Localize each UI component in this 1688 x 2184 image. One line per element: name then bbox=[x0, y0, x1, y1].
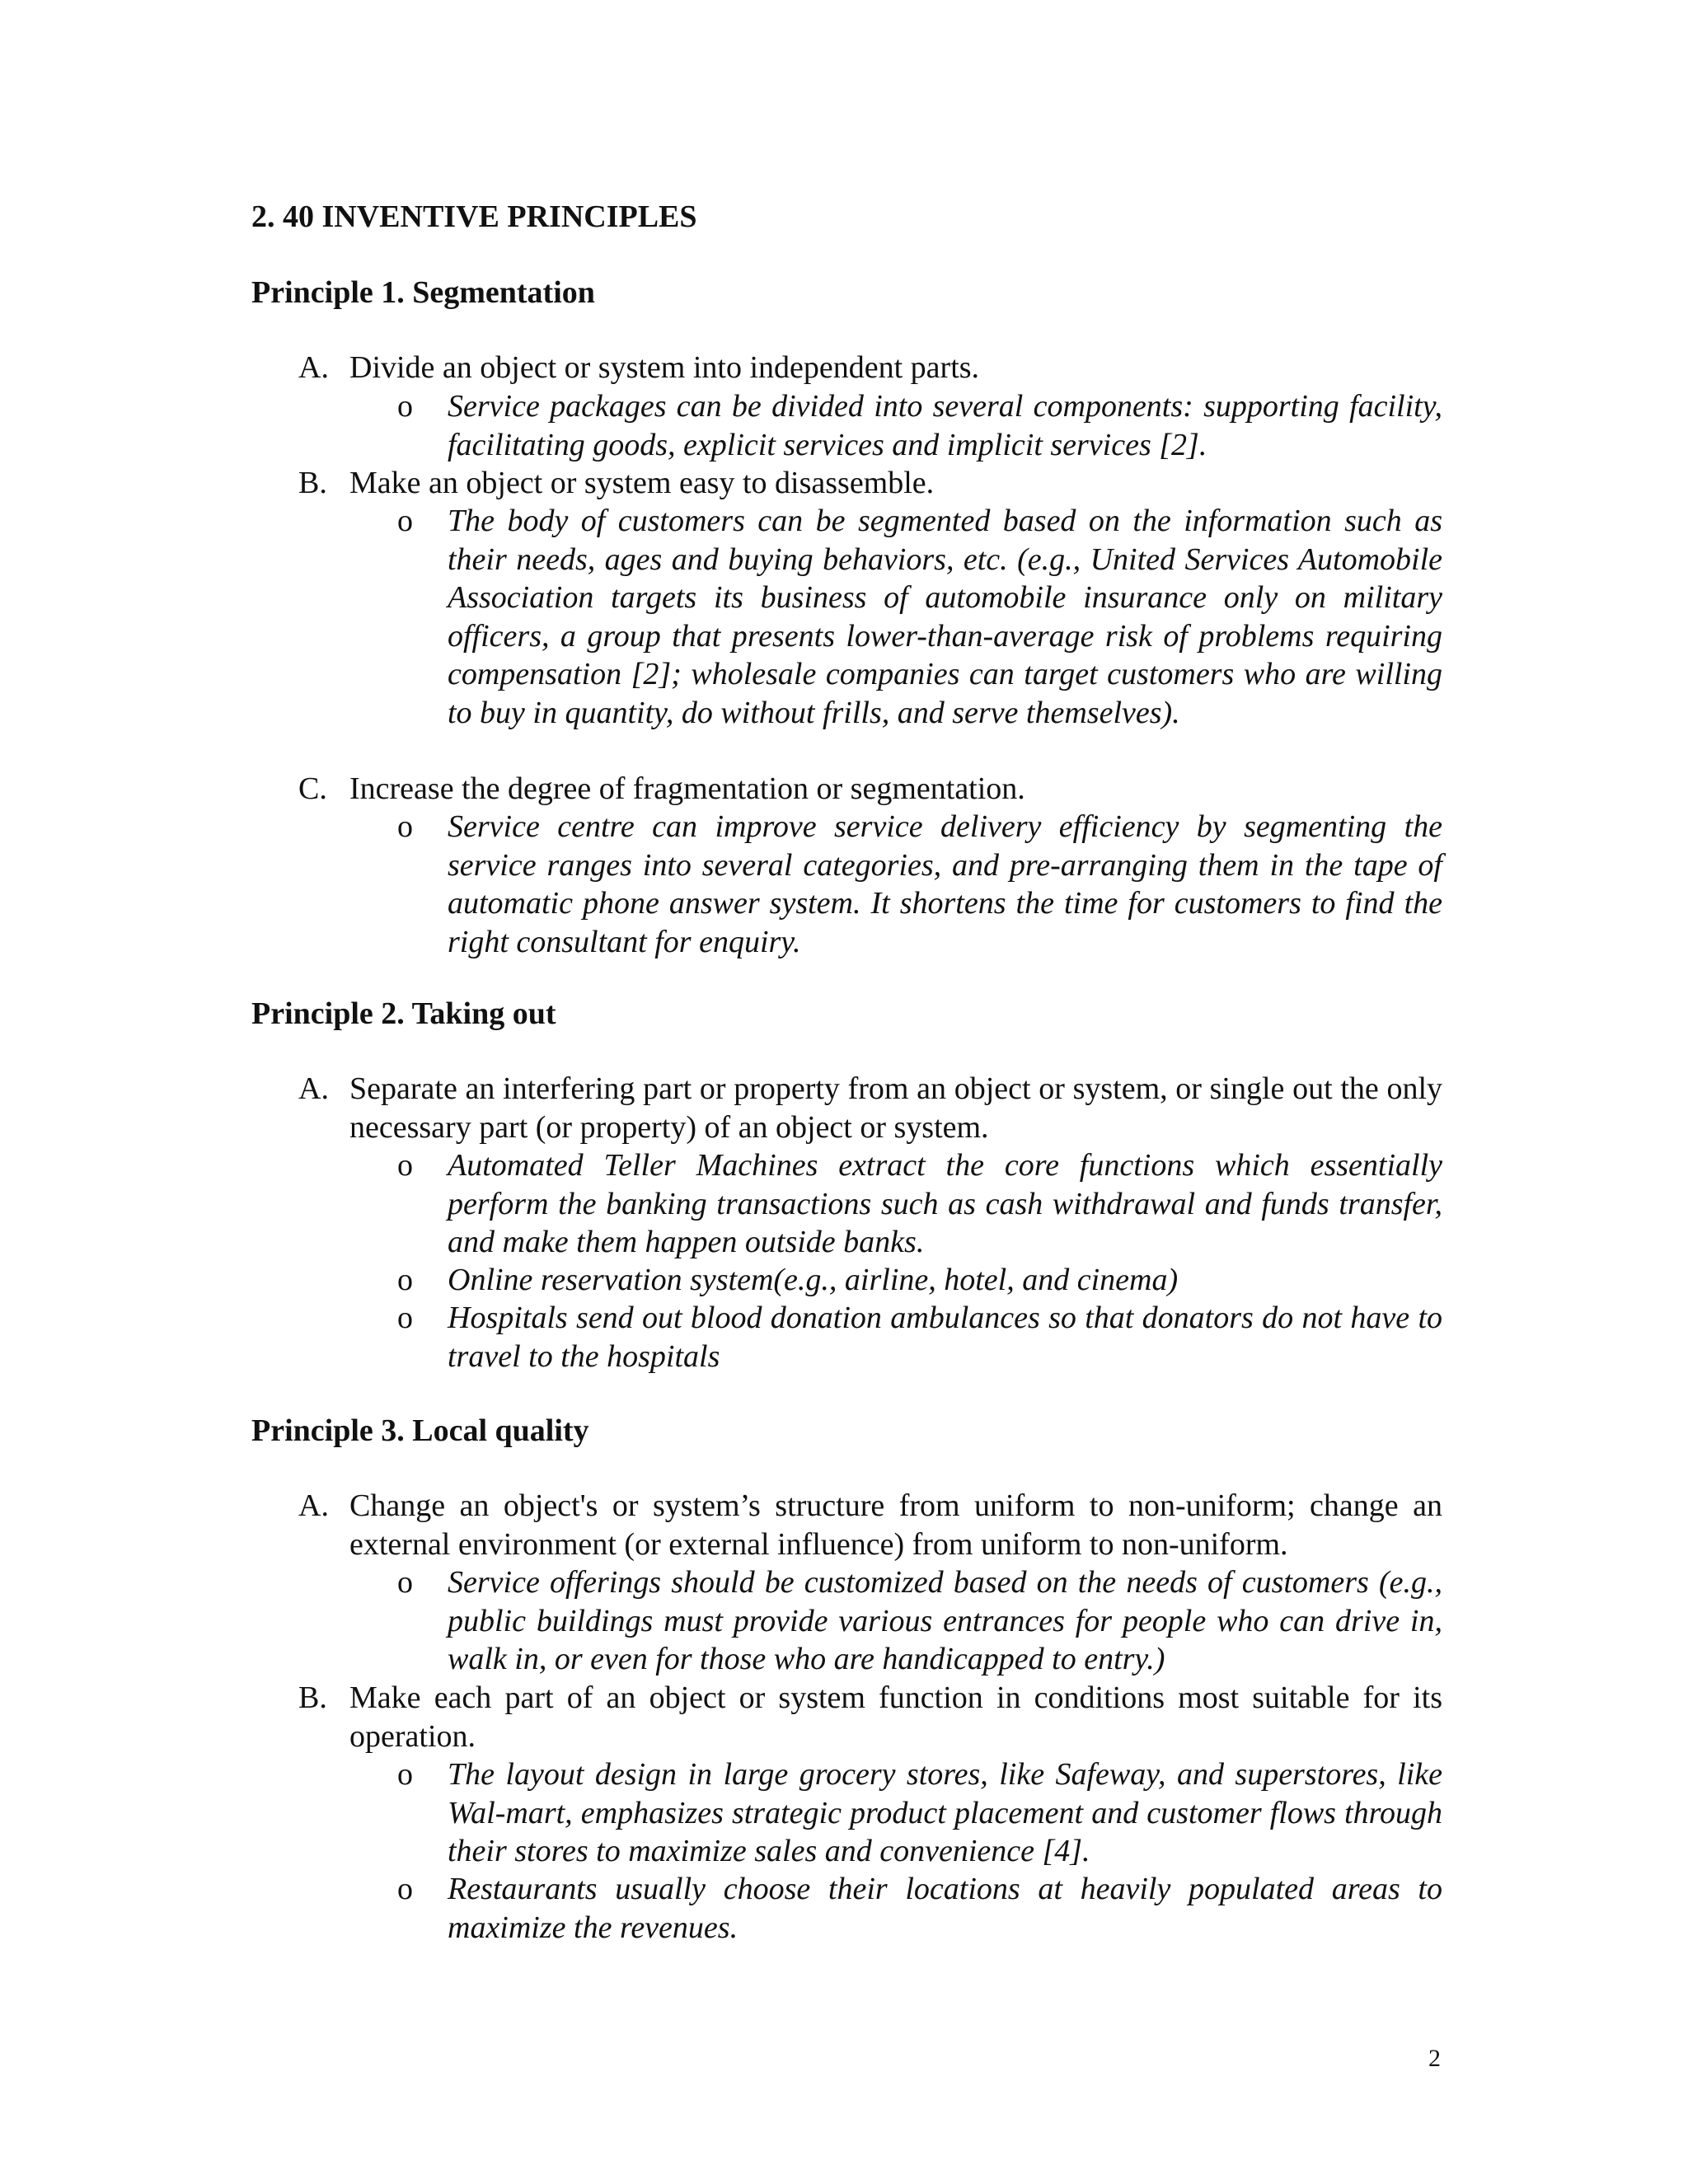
item-text: Divide an object or system into independent parts. bbox=[349, 350, 980, 385]
bullet-marker: o bbox=[397, 1148, 413, 1183]
example-text: Automated Teller Machines extract the core functions which essentially perform the banking transactions such as cash withdrawal and funds transfer, and make them happen outside banks. bbox=[448, 1148, 1442, 1259]
bullet-marker: o bbox=[397, 809, 413, 844]
bullet-marker: o bbox=[397, 1872, 413, 1906]
bullet-marker: o bbox=[397, 1565, 413, 1600]
example-text: Service offerings should be customized based on the needs of customers (e.g., public buildings must provide various entrances for people who can drive in, walk in, or even for those who are handicapped to entry.) bbox=[448, 1565, 1442, 1676]
principle-3-item-b-example-2 bbox=[397, 1870, 1442, 1947]
principle-2-item-a-example-3 bbox=[397, 1299, 1442, 1376]
principle-2-item-a-example-1 bbox=[397, 1146, 1442, 1262]
item-text: Make an object or system easy to disassemble. bbox=[349, 466, 935, 500]
principle-3-item-b-example-1 bbox=[397, 1755, 1442, 1871]
example-text: Service centre can improve service delivery efficiency by segmenting the service ranges into several categories, and pre-arranging them in the tape of automatic phone answer system. It shortens the time for customers to find the right consultant for enquiry. bbox=[448, 809, 1442, 959]
example-text: Hospitals send out blood donation ambulances so that donators do not have to travel to the hospitals bbox=[448, 1301, 1442, 1374]
example-text: Online reservation system(e.g., airline, hotel, and cinema) bbox=[448, 1263, 1179, 1297]
item-letter: A. bbox=[298, 1071, 329, 1106]
item-letter: B. bbox=[298, 1680, 327, 1715]
example-text: Service packages can be divided into several components: supporting facility, facilitating goods, explicit services and implicit services [2]. bbox=[448, 389, 1442, 462]
item-text: Make each part of an object or system function in conditions most suitable for its operation. bbox=[349, 1680, 1442, 1754]
item-letter: B. bbox=[298, 466, 327, 500]
principle-1-item-a-example-1 bbox=[397, 387, 1442, 464]
principle-3-item-a-example-1 bbox=[397, 1563, 1442, 1679]
principle-2-item-a bbox=[298, 1070, 1442, 1146]
principle-1-item-c bbox=[298, 770, 1442, 808]
principle-1-item-b bbox=[298, 464, 1442, 503]
item-letter: C. bbox=[298, 771, 327, 806]
item-letter: A. bbox=[298, 350, 329, 385]
item-text: Increase the degree of fragmentation or segmentation. bbox=[349, 771, 1025, 806]
example-text: The body of customers can be segmented based on the information such as their needs, ages and buying behaviors, etc. (e.g., United Services Automobile Association targets its business of automobile insurance only on military officers, a group that presents lower-than-average risk of problems requiring compensation [2]; wholesale companies can target customers who are willing to buy in quantity, do without frills, and serve themselves). bbox=[448, 504, 1442, 730]
bullet-marker: o bbox=[397, 389, 413, 424]
principle-3-item-b bbox=[298, 1679, 1442, 1755]
principle-1-item-a bbox=[298, 349, 1442, 387]
principle-heading-3: Principle 3. Local quality bbox=[251, 1413, 589, 1448]
example-text: The layout design in large grocery stores, like Safeway, and superstores, like Wal-mart, emphasizes strategic product placement and customer flows through their stores to maximize sales and convenience [4]. bbox=[448, 1757, 1442, 1868]
principle-heading-2: Principle 2. Taking out bbox=[251, 996, 556, 1031]
item-text: Separate an interfering part or property from an object or system, or single out the only necessary part (or property) of an object or system. bbox=[349, 1071, 1442, 1145]
bullet-marker: o bbox=[397, 1263, 413, 1297]
section-title: 2. 40 INVENTIVE PRINCIPLES bbox=[251, 199, 697, 234]
item-letter: A. bbox=[298, 1488, 329, 1523]
bullet-marker: o bbox=[397, 1301, 413, 1335]
bullet-marker: o bbox=[397, 1757, 413, 1792]
bullet-marker: o bbox=[397, 504, 413, 538]
principle-3-item-a bbox=[298, 1487, 1442, 1563]
principle-heading-1: Principle 1. Segmentation bbox=[251, 275, 595, 310]
example-text: Restaurants usually choose their locations at heavily populated areas to maximize the revenues. bbox=[448, 1872, 1442, 1945]
principle-1-item-c-example-1 bbox=[397, 808, 1442, 961]
item-text: Change an object's or system’s structure from uniform to non-uniform; change an external environment (or external influence) from uniform to non-uniform. bbox=[349, 1488, 1442, 1562]
principle-1-item-b-example-1 bbox=[397, 502, 1442, 732]
principle-2-item-a-example-2 bbox=[397, 1261, 1442, 1300]
page-number: 2 bbox=[1428, 2045, 1441, 2072]
